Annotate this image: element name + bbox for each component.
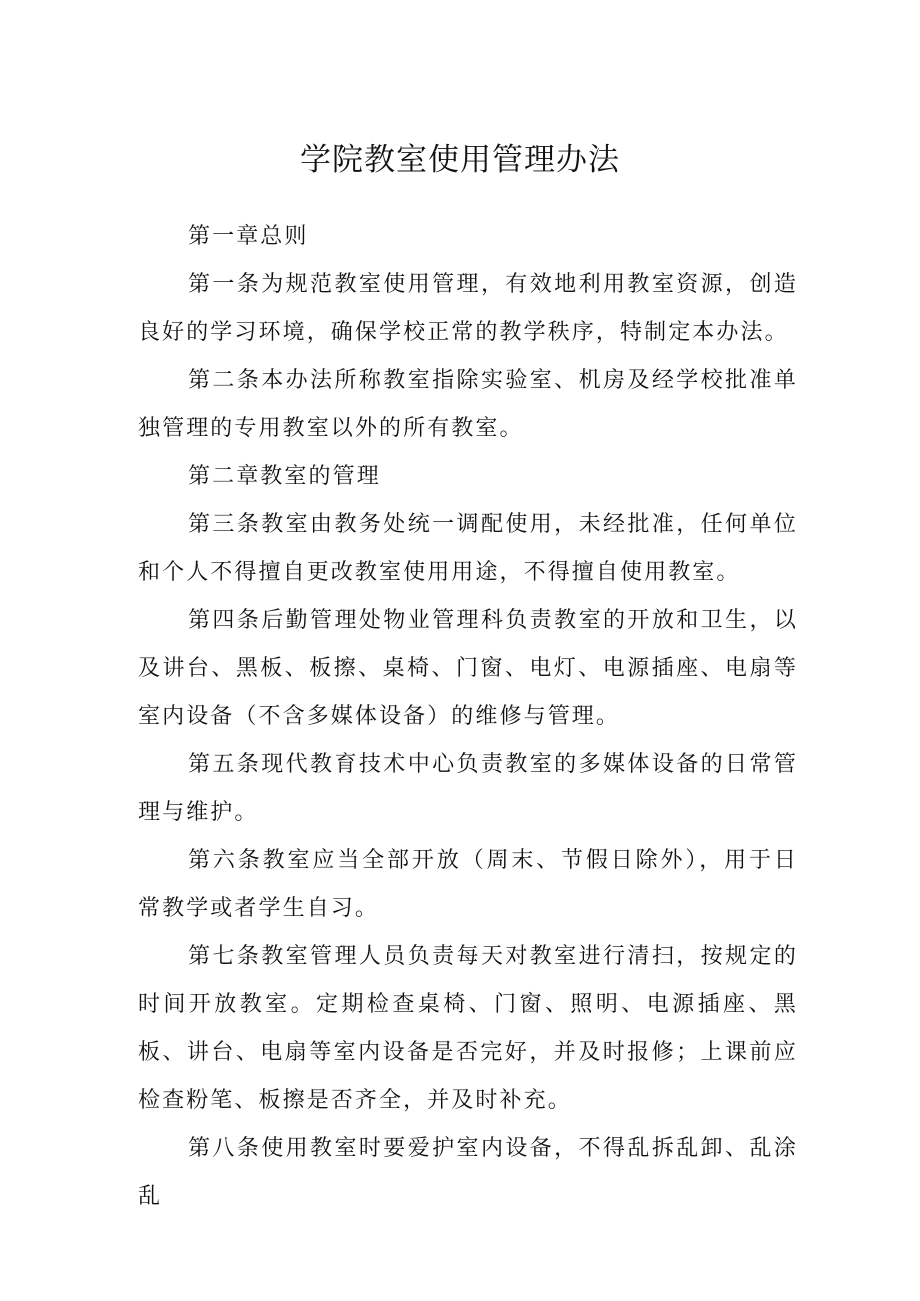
- chapter-heading-management: 第二章教室的管理: [188, 464, 381, 489]
- article-5: 第五条现代教育技术中心负责教室的多媒体设备的日常管理与维护。: [138, 752, 798, 825]
- article-2: 第二条本办法所称教室指除实验室、机房及经学校批准单独管理的专用教室以外的所有教室。: [138, 368, 798, 441]
- chapter-heading-general: 第一章总则: [188, 224, 309, 249]
- article-8: 第八条使用教室时要爱护室内设备，不得乱拆乱卸、乱涂乱: [138, 1136, 798, 1209]
- document-body: [138, 213, 798, 1221]
- article-4: 第四条后勤管理处物业管理科负责教室的开放和卫生，以及讲台、黑板、板擦、桌椅、门窗、电灯、电源插座、电扇等室内设备（不含多媒体设备）的维修与管理。: [138, 608, 798, 729]
- article-1: 第一条为规范教室使用管理，有效地利用教室资源，创造良好的学习环境，确保学校正常的教学秩序，特制定本办法。: [138, 272, 798, 345]
- article-7: 第七条教室管理人员负责每天对教室进行清扫，按规定的时间开放教室。定期检查桌椅、门窗、照明、电源插座、黑板、讲台、电扇等室内设备是否完好，并及时报修；上课前应检查粉笔、板擦是否齐全，并及时补充。: [138, 944, 798, 1113]
- document-title: 学院教室使用管理办法: [300, 142, 620, 178]
- article-3: 第三条教室由教务处统一调配使用，未经批准，任何单位和个人不得擅自更改教室使用用途，不得擅自使用教室。: [138, 512, 798, 585]
- article-6: 第六条教室应当全部开放（周末、节假日除外），用于日常教学或者学生自习。: [138, 848, 798, 921]
